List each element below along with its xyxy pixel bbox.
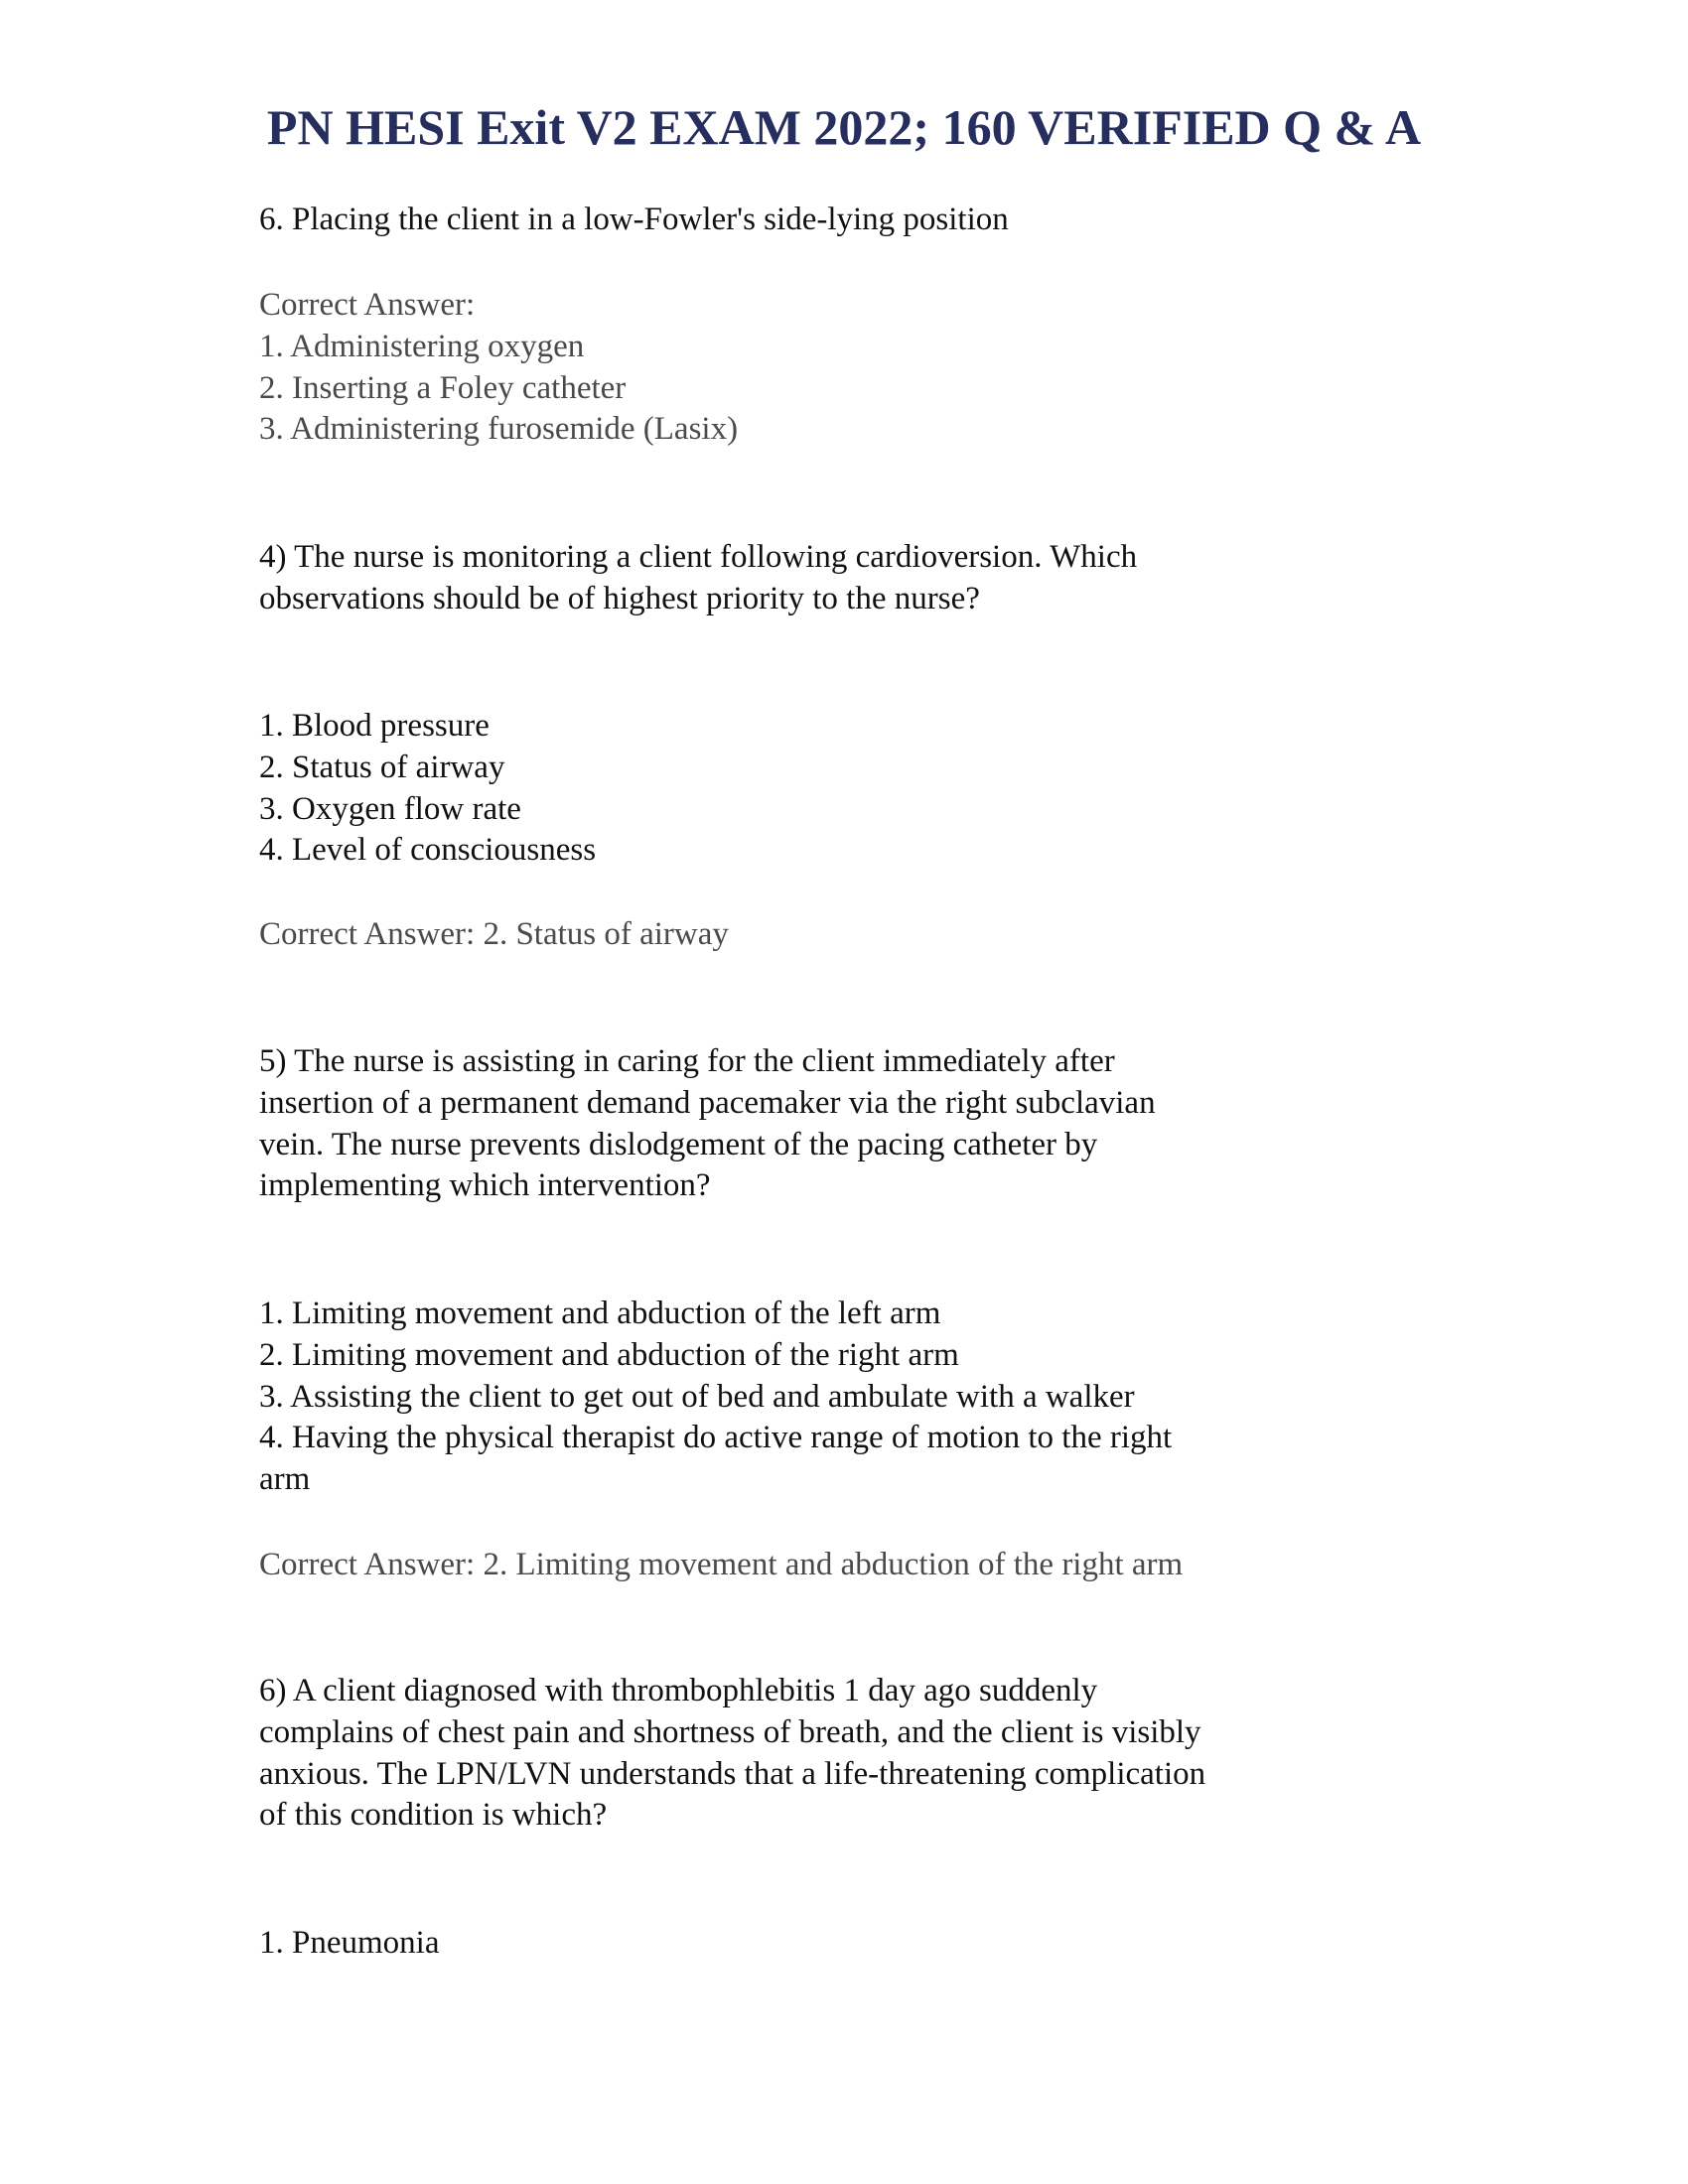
option: 2. Limiting movement and abduction of the right arm [259,1336,959,1373]
question-5 [259,1041,1500,1207]
answer-label: Correct Answer: [259,287,476,323]
question-line: observations should be of highest priority to the nurse? [259,580,980,616]
answer-line: 3. Administering furosemide (Lasix) [259,411,739,448]
question-6 [259,1671,1500,1837]
question-5-options [259,1294,1500,1501]
question-5-answer [259,1545,1500,1586]
question-line: insertion of a permanent demand pacemaker via the right subclavian [259,1084,1156,1121]
question-line: 6) A client diagnosed with thrombophlebitis 1 day ago suddenly [259,1673,1098,1708]
answer-line: Correct Answer: 2. Status of airway [259,916,729,952]
option: 1. Pneumonia [259,1925,440,1961]
document-title: PN HESI Exit V2 EXAM 2022; 160 VERIFIED Q & A [266,99,1422,155]
option: 3. Assisting the client to get out of bed and ambulate with a walker [259,1378,1135,1415]
option-text: 6. Placing the client in a low-Fowler's side-lying position [259,202,1009,237]
answer-line: 1. Administering oxygen [259,328,585,364]
option: 4. Level of consciousness [259,832,597,869]
carryover-option [259,200,1500,241]
question-line: 5) The nurse is assisting in caring for the client immediately after [259,1043,1115,1079]
option: 1. Blood pressure [259,708,490,744]
question-4 [259,537,1500,620]
option: 3. Oxygen flow rate [259,790,521,827]
answer-line: 2. Inserting a Foley catheter [259,369,627,406]
question-line: complains of chest pain and shortness of breath, and the client is visibly [259,1713,1201,1750]
question-line: anxious. The LPN/LVN understands that a life-threatening complication [259,1755,1206,1792]
question-line: implementing which intervention? [259,1167,711,1204]
carryover-answer [259,285,1500,451]
question-6-options [259,1923,1500,1965]
answer-line: Correct Answer: 2. Limiting movement and abduction of the right arm [259,1547,1184,1582]
option: arm [259,1461,311,1498]
question-line: of this condition is which? [259,1797,608,1834]
question-4-options [259,706,1500,872]
option: 4. Having the physical therapist do active range of motion to the right [259,1420,1173,1456]
question-line: 4) The nurse is monitoring a client following cardioversion. Which [259,539,1138,575]
question-4-answer [259,914,1500,956]
question-line: vein. The nurse prevents dislodgement of the pacing catheter by [259,1126,1098,1162]
option: 1. Limiting movement and abduction of the left arm [259,1296,941,1331]
option: 2. Status of airway [259,749,505,785]
